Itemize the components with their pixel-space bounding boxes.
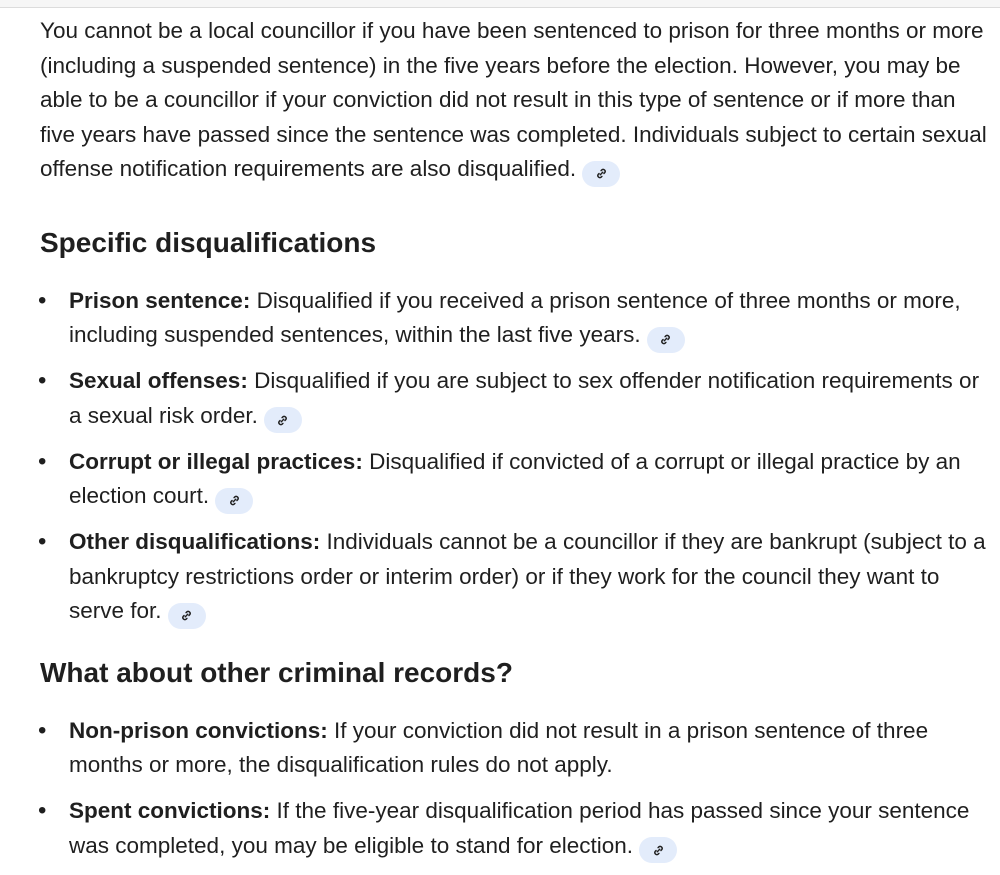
link-icon [228, 494, 241, 507]
citation-link-button[interactable] [168, 603, 206, 629]
list-item-term: Spent convictions: [69, 798, 271, 823]
list-item-term: Sexual offenses: [69, 368, 248, 393]
citation-link-button[interactable] [647, 327, 685, 353]
list-item-text: Disqualified if you received a prison sentence of three months or more, including suspended sentences, within the last five years. [69, 287, 961, 347]
citation-link-button[interactable] [264, 407, 302, 433]
intro-paragraph [40, 14, 988, 187]
list-item-term: Prison sentence: [69, 287, 251, 313]
section-heading-other-criminal-records: What about other criminal records? [40, 656, 513, 688]
citation-link-button[interactable] [639, 837, 677, 863]
list-item-text: Disqualified if you are subject to sex offender notification requirements or a sexual risk order. [69, 368, 980, 428]
list-item-text: Individuals cannot be a councillor if they are bankrupt (subject to a bankruptcy restrictions order or interim order) or if they work for the council they want to serve for. [69, 529, 986, 623]
list-item-prison-sentence [40, 284, 988, 353]
list-item-text: Disqualified if convicted of a corrupt or illegal practice by an election court. [69, 448, 961, 508]
link-icon [180, 609, 193, 622]
section-heading-specific-disqualifications: Specific disqualifications [40, 226, 377, 258]
link-icon [276, 414, 289, 427]
list-item-corrupt-practices [40, 445, 988, 514]
list-item-text: If the five-year disqualification period has passed since your sentence was completed, you may be eligible to stand for election. [69, 798, 970, 858]
list-item-other-disqualifications [40, 525, 988, 629]
list-item-sexual-offenses [40, 364, 988, 433]
list-item-term: Non-prison convictions: [69, 717, 328, 743]
disqualifications-list [40, 284, 988, 629]
citation-link-button[interactable] [215, 488, 253, 514]
link-icon [652, 844, 665, 857]
citation-link-button[interactable] [582, 161, 620, 187]
link-icon [595, 167, 608, 180]
answer-content [40, 14, 988, 875]
list-item-text: If your conviction did not result in a prison sentence of three months or more, the disqualification rules do not apply. [69, 717, 929, 777]
intro-text: You cannot be a local councillor if you have been sentenced to prison for three months or more (including a suspended sentence) in the five years before the election. However, you may be able to be a councillor if your conviction did not result in this type of sentence or if more than five years have passed since the sentence was completed. Individuals subject to certain sexual offense notification requirements are also disqualified. [40, 18, 987, 181]
list-item-spent-convictions [40, 794, 988, 863]
list-item-non-prison-convictions [40, 714, 988, 783]
criminal-records-list [40, 714, 988, 864]
link-icon [659, 333, 672, 346]
top-divider [0, 0, 1000, 8]
list-item-term: Corrupt or illegal practices: [69, 448, 363, 474]
list-item-term: Other disqualifications: [69, 529, 321, 554]
